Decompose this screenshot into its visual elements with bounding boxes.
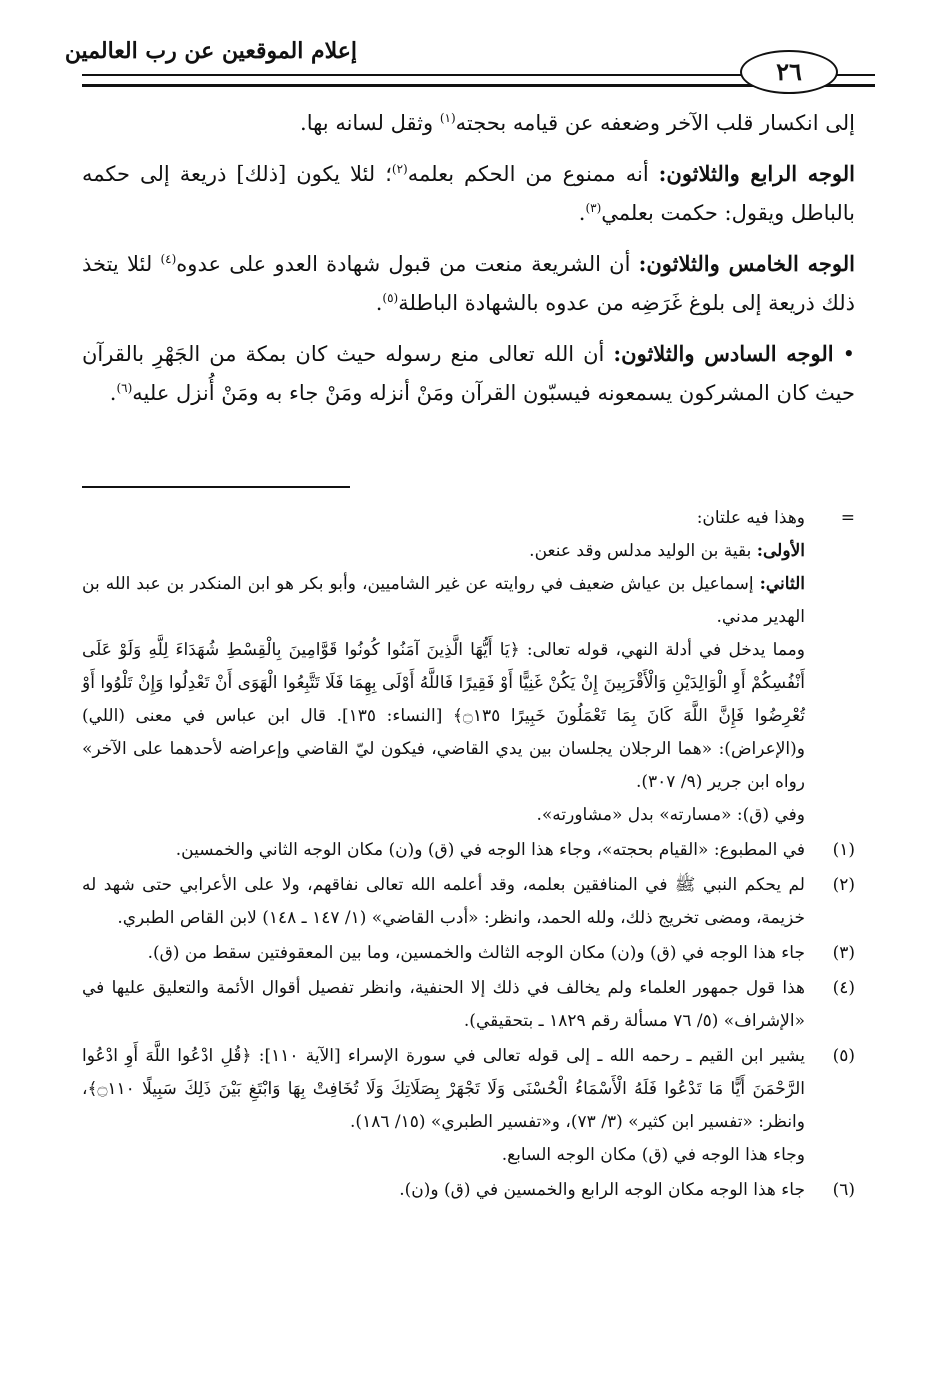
footnote: (٣) جاء هذا الوجه في (ق) و(ن) مكان الوجه الثالث والخمسين، وما بين المعقوفتين سقط من (ق). — [82, 937, 855, 970]
footnote-separator — [82, 486, 350, 488]
footnote: (١) في المطبوع: «القيام بحجته»، وجاء هذا الوجه في (ق) و(ن) مكان الوجه الثاني والخمسين. — [82, 834, 855, 867]
paragraph: • الوجه السادس والثلاثون: أن الله تعالى منع رسوله حيث كان بمكة من الجَهْرِ بالقرآن حيث كان المشركون يسمعونه فيسبّون القرآن ومَنْ أنزله ومَنْ جاء به ومَنْ أُنزل عليه$^{(٦)}$. — [82, 341, 855, 405]
section-heading: الوجه الرابع والثلاثون: — [658, 161, 856, 186]
footnote-ref: (١) — [439, 111, 456, 125]
footnote-number: (١) — [832, 840, 855, 860]
footnote-number: (٥) — [832, 1046, 855, 1066]
footnote-number: (٦) — [832, 1180, 855, 1200]
continuation-marker: = — [840, 508, 855, 528]
bullet: • — [842, 342, 855, 366]
footnote-ref: (٢) — [391, 162, 408, 176]
footnotes — [82, 502, 855, 1209]
footnote-continuation: = وهذا فيه علتان: الأولى: بقية بن الوليد مدلس وقد عنعن. الثاني: إسماعيل بن عياش ضعيف في روايته عن غير الشاميين، وأبو بكر هو ابن المنكدر بن عبد الله بن الهدير مدني. ومما يدخل في أدلة النهي، قوله تعالى: ﴿يَا أَيُّهَا الَّذِينَ آمَنُوا كُونُوا قَوَّامِينَ بِالْقِسْطِ شُهَدَاءَ لِلَّهِ وَلَوْ عَلَى أَنْفُسِكُمْ أَوِ الْوَالِدَيْنِ وَالْأَقْرَبِينَ إِنْ يَكُنْ غَنِيًّا أَوْ فَقِيرًا فَاللَّهُ أَوْلَى بِهِمَا فَلَا تَتَّبِعُوا الْهَوَى أَنْ تَعْدِلُوا وَإِنْ تَلْوُوا أَوْ تُعْرِضُوا فَإِنَّ اللَّهَ كَانَ بِمَا تَعْمَلُونَ خَبِيرًا ۝١٣٥﴾ [النساء: ١٣٥]. قال ابن عباس في معنى (اللي) و(الإعراض): «هما الرجلان يجلسان بين يدي القاضي، فيكون ليّ القاضي وإعراضه لأحدهما على الآخر» رواه ابن جرير (٩/ ٣٠٧). وفي (ق): «مسارته» بدل «مشاورته». — [82, 502, 855, 832]
section-heading: الوجه السادس والثلاثون: — [613, 341, 834, 366]
book-title: إعلام الموقعين عن رب العالمين — [64, 38, 357, 64]
main-text — [82, 104, 855, 424]
footnote-ref: (٦) — [116, 381, 133, 395]
footnote: (٢) لم يحكم النبي ﷺ في المنافقين بعلمه، وقد أعلمه الله تعالى نفاقهم، ولا على الأعرابي حتى شهد له خزيمة، ومضى تخريج ذلك، ولله الحمد، وانظر: «أدب القاضي» (١/ ١٤٧ ـ ١٤٨) لابن القاص الطبري. — [82, 869, 855, 935]
paragraph: إلى انكسار قلب الآخر وضعفه عن قيامه بحجته$^{(١)}$ وثقل لسانه بها. — [300, 111, 855, 135]
footnote-number: (٢) — [832, 875, 855, 895]
footnote-number: (٤) — [832, 978, 855, 998]
footnote: (٦) جاء هذا الوجه مكان الوجه الرابع والخمسين في (ق) و(ن). — [82, 1174, 855, 1207]
section-heading: الوجه الخامس والثلاثون: — [638, 251, 855, 276]
footnote-ref: (٤) — [160, 252, 177, 266]
paragraph: الوجه الرابع والثلاثون: أنه ممنوع من الحكم بعلمه$^{(٢)}$؛ لئلا يكون [ذلك] ذريعة إلى حكمه بالباطل ويقول: حكمت بعلمي$^{(٣)}$. — [82, 161, 856, 225]
paragraph: الوجه الخامس والثلاثون: أن الشريعة منعت من قبول شهادة العدو على عدوه$^{(٤)}$ لئلا يتخذ ذلك ذريعة إلى بلوغ غَرَضِه من عدوه بالشهادة الباطلة$^{(٥)}$. — [82, 251, 855, 315]
page-number: ٢٦ — [740, 50, 838, 94]
footnote-ref: (٥) — [382, 291, 399, 305]
footnote-number: (٣) — [832, 943, 855, 963]
footnote: (٤) هذا قول جمهور العلماء ولم يخالف في ذلك إلا الحنفية، وانظر تفصيل أقوال الأئمة والتعليق عليها في «الإشراف» (٥/ ٧٦ مسألة رقم ١٨٢٩ ـ بتحقيقي). — [82, 972, 855, 1038]
footnote: (٥) يشير ابن القيم ـ رحمه الله ـ إلى قوله تعالى في سورة الإسراء [الآية ١١٠]: ﴿قُلِ ادْعُوا اللَّهَ أَوِ ادْعُوا الرَّحْمَنَ أَيًّا مَا تَدْعُوا فَلَهُ الْأَسْمَاءُ الْحُسْنَى وَلَا تَجْهَرْ بِصَلَاتِكَ وَلَا تُخَافِتْ بِهَا وَابْتَغِ بَيْنَ ذَلِكَ سَبِيلًا ۝١١٠﴾، وانظر: «تفسير ابن كثير» (٣/ ٧٣)، و«تفسير الطبري» (١٥/ ١٨٦). وجاء هذا الوجه في (ق) مكان الوجه السابع. — [82, 1040, 855, 1172]
footnote-ref: (٣) — [585, 201, 602, 215]
